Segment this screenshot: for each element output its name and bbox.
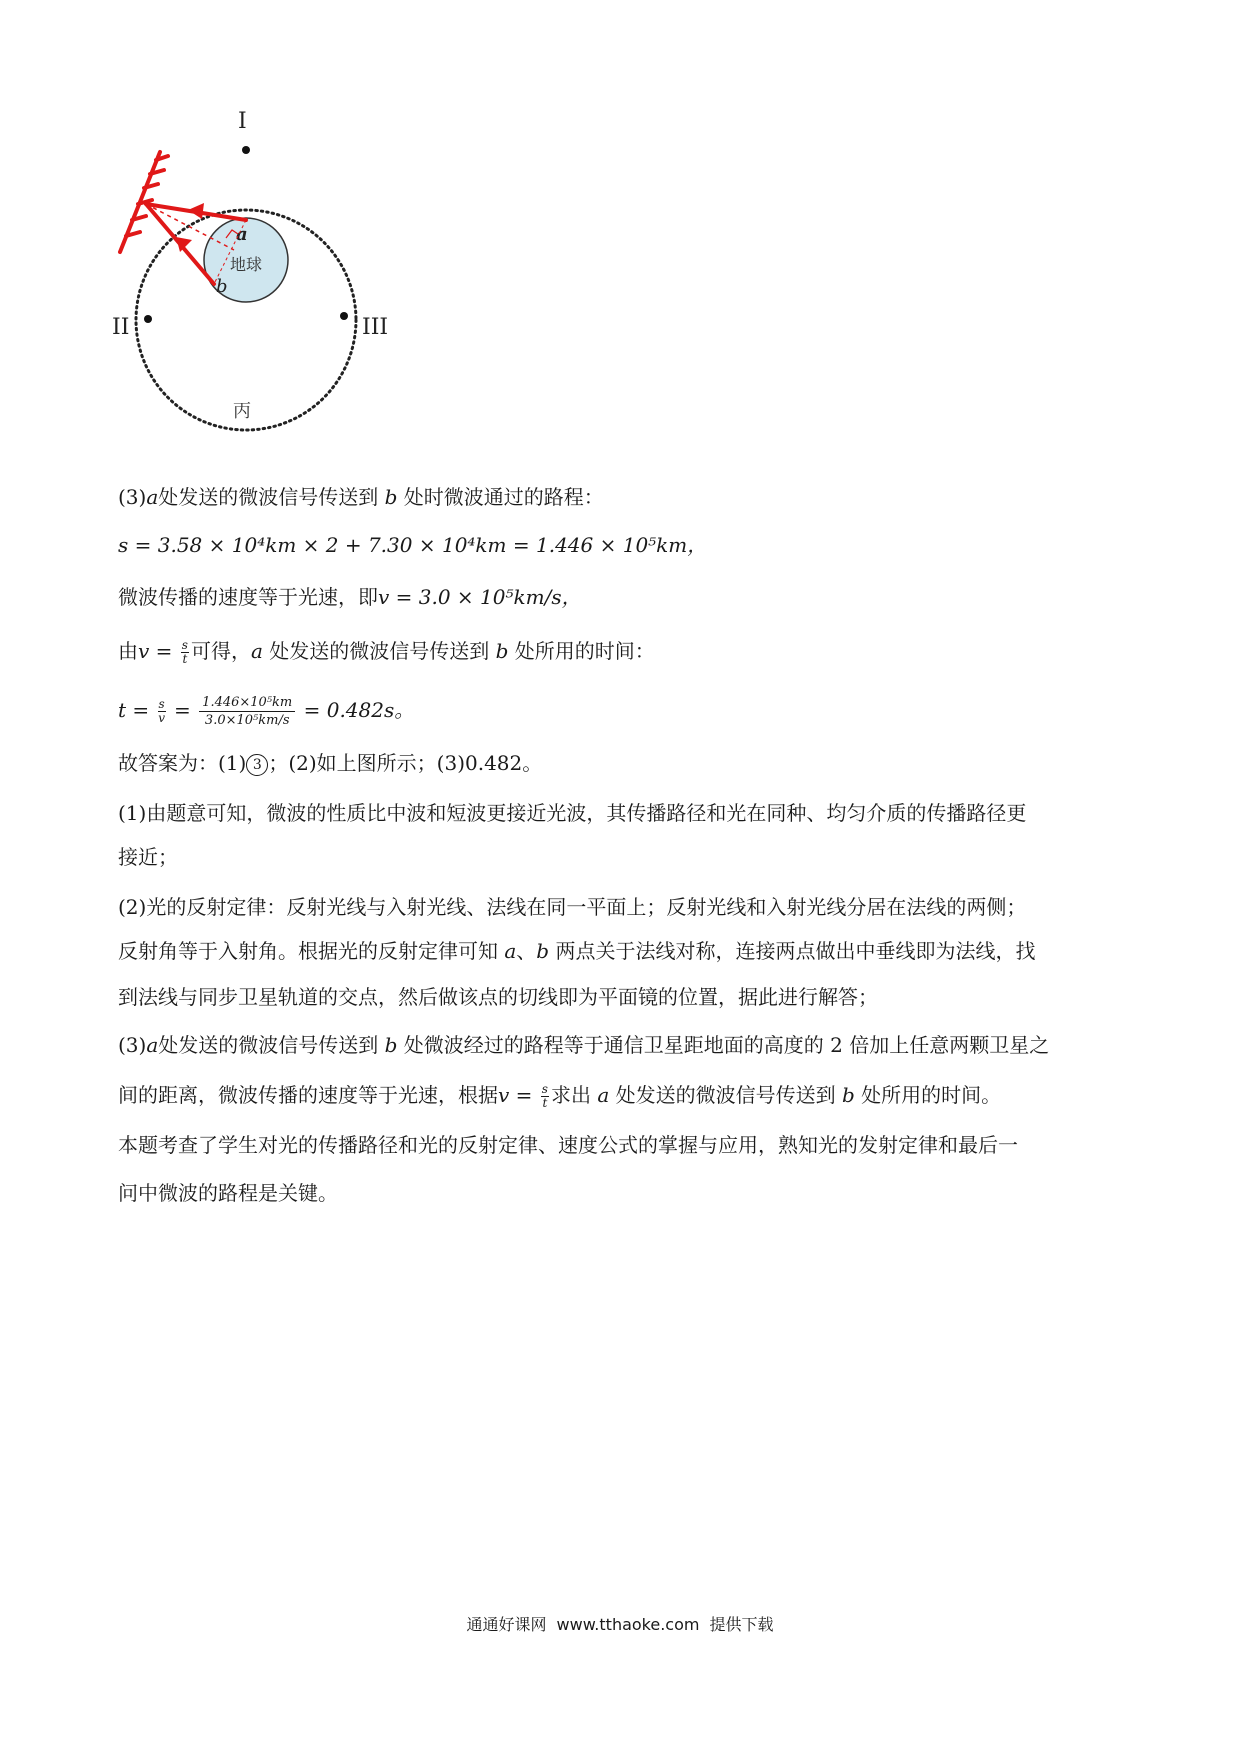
circled-number: 3 bbox=[246, 754, 268, 776]
ray-arrow-1 bbox=[188, 203, 204, 219]
line-summary-b: 问中微波的路程是关键。 bbox=[118, 1181, 338, 1205]
line-summary-a: 本题考查了学生对光的传播路径和光的反射定律、速度公式的掌握与应用，熟知光的发射定律和最后一 bbox=[118, 1133, 1018, 1157]
earth-label: 地球 bbox=[230, 255, 263, 274]
satellite-3-dot bbox=[340, 312, 348, 320]
fraction-s-over-v: $\frac{s}{v}$ bbox=[158, 697, 165, 725]
line-distance-intro: (3)a处发送的微波信号传送到 b 处时微波通过的路程： bbox=[118, 485, 604, 509]
line-speed: 微波传播的速度等于光速，即v = 3.0 × 10⁵km/s， bbox=[118, 585, 582, 609]
line-analysis-2c: 到法线与同步卫星轨道的交点，然后做该点的切线即为平面镜的位置，据此进行解答； bbox=[118, 985, 878, 1009]
orbit-label-2: II bbox=[112, 315, 130, 340]
orbit-label-3: III bbox=[362, 315, 389, 340]
line-analysis-2a: (2)光的反射定律：反射光线与入射光线、法线在同一平面上；反射光线和入射光线分居在法线的两侧； bbox=[118, 895, 1027, 919]
line-time-formula: t = $\frac{s}{v}$ = $\frac{\text{1.446×10⁵km}}{\text{3.0×10⁵km/s}}$ = 0.482s。 bbox=[118, 695, 415, 728]
line-answer: 故答案为：(1) 3 ；(2)如上图所示；(3)0.482。 bbox=[118, 751, 543, 775]
line-analysis-1b: 接近； bbox=[118, 845, 178, 869]
line-distance-formula: s = 3.58 × 10⁴km × 2 + 7.30 × 10⁴km = 1.446 × 10⁵km， bbox=[118, 533, 708, 557]
fraction-s-over-t-2: $\frac{s}{t}$ bbox=[541, 1082, 548, 1110]
line-analysis-1a: (1)由题意可知，微波的性质比中波和短波更接近光波，其传播路径和光在同种、均匀介质的传播路径更 bbox=[118, 801, 1027, 825]
orbit-diagram-svg bbox=[112, 109, 448, 472]
orbit-diagram bbox=[112, 109, 448, 472]
point-a-label: a bbox=[236, 224, 248, 245]
figure-caption: 丙 bbox=[233, 401, 251, 422]
footer-suffix: 提供下载 bbox=[709, 1615, 774, 1634]
orbit-label-1: I bbox=[238, 109, 247, 134]
footer-url[interactable]: www.tthaoke.com bbox=[556, 1615, 700, 1634]
fraction-s-over-t: $\frac{s}{t}$ bbox=[181, 638, 188, 666]
footer-site-name: 通通好课网 bbox=[466, 1615, 547, 1634]
point-b-label: b bbox=[216, 276, 228, 297]
line-analysis-3a: (3)a处发送的微波信号传送到 b 处微波经过的路程等于通信卫星距地面的高度的 2 倍加上任意两颗卫星之 bbox=[118, 1033, 1050, 1057]
plane-mirror bbox=[120, 152, 168, 252]
page-footer bbox=[0, 1612, 1240, 1635]
line-analysis-2b: 反射角等于入射角。根据光的反射定律可知 a、b 两点关于法线对称，连接两点做出中垂线即为法线，找 bbox=[118, 939, 1036, 963]
fraction-numeric: $\frac{\text{1.446×10⁵km}}{\text{3.0×10⁵km/s}}$ bbox=[199, 694, 295, 729]
satellite-1-dot bbox=[242, 146, 250, 154]
line-time-intro: 由v = $\frac{s}{t}$ 可得，a 处发送的微波信号传送到 b 处所用的时间： bbox=[118, 638, 655, 666]
line-analysis-3b: 间的距离，微波传播的速度等于光速，根据v = $\frac{s}{t}$ 求出 a 处发送的微波信号传送到 b 处所用的时间。 bbox=[118, 1082, 1002, 1110]
satellite-2-dot bbox=[144, 315, 152, 323]
